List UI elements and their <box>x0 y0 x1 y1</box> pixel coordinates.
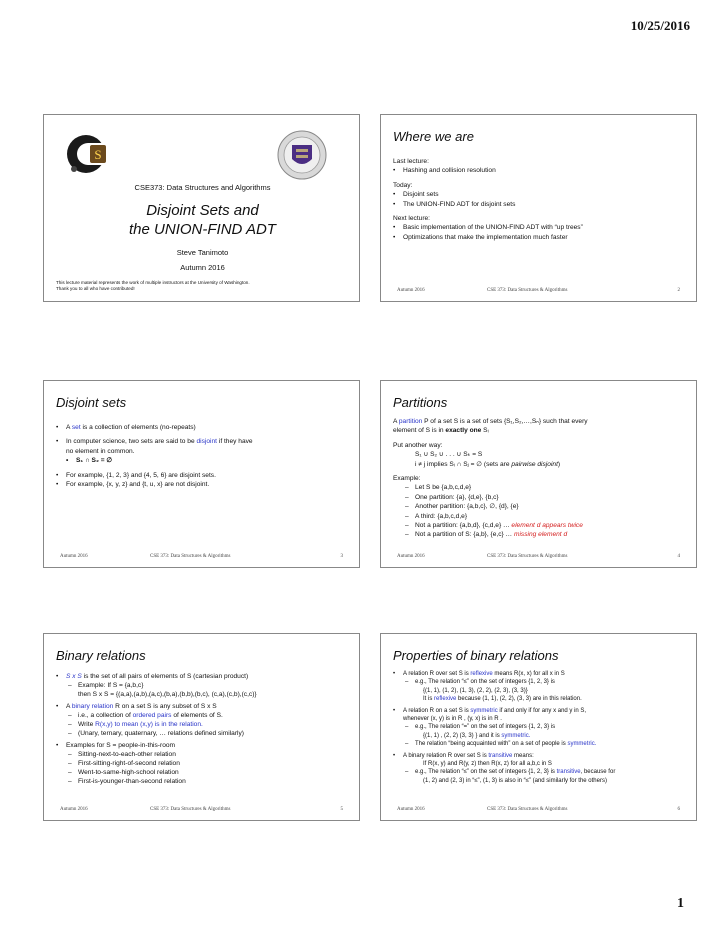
list-item-continued: {(1, 1) , (2, 2) (3, 3) } and it is symmetric. <box>423 732 531 739</box>
list-item: • A binary relation R over set S is transitive means: <box>393 752 686 760</box>
list-item: • A set is a collection of elements (no-repeats) <box>56 423 349 432</box>
slide-binary-relations <box>43 633 360 821</box>
slide-number: 3 <box>340 554 343 559</box>
union-formula: S₁ ∪ S₂ ∪ . . . ∪ Sₖ = S <box>415 451 483 459</box>
list-item: – Write R(x,y) to mean (x,y) is in the relation. <box>56 720 349 729</box>
list-item: – i.e., a collection of ordered pairs of elements of S. <box>56 711 349 720</box>
slide-footer <box>397 554 680 559</box>
slide-partitions <box>380 380 697 568</box>
footer-course: CSE 373: Data Structures & Algorithms <box>150 554 231 559</box>
lecture-title-line1: Disjoint Sets and <box>146 202 259 219</box>
footer-term: Autumn 2016 <box>60 807 88 812</box>
slide-body <box>393 417 686 540</box>
slide-where-we-are <box>380 114 697 302</box>
credit-line2: Thank you to all who have contributed! <box>56 286 135 291</box>
slide-body <box>393 157 686 242</box>
slide-body <box>393 670 686 785</box>
restatement-label: Put another way: <box>393 441 443 449</box>
slide-title: Disjoint sets <box>56 395 127 410</box>
list-item: – Not a partition of S: {a,b}, {e,c} … missing element d <box>393 530 686 539</box>
footer-course: CSE 373: Data Structures & Algorithms <box>487 288 568 293</box>
list-item: – e.g., The relation “=” on the set of integers {1, 2, 3} is <box>393 723 686 731</box>
list-item: – Went-to-same-high-school relation <box>56 768 349 777</box>
page-number: 1 <box>677 896 684 911</box>
next-lecture-label: Next lecture: <box>393 215 431 223</box>
slide-properties-binary-relations <box>380 633 697 821</box>
list-item: – Sitting-next-to-each-other relation <box>56 750 349 759</box>
list-item: • A relation R over set S is reflexive means R(x, x) for all x in S <box>393 670 686 678</box>
footer-term: Autumn 2016 <box>397 288 425 293</box>
list-item: • Basic implementation of the UNION-FIND ADT with “up trees” <box>393 223 686 232</box>
lecture-title <box>44 201 360 239</box>
list-item: • In computer science, two sets are said to be disjoint if they have <box>56 437 349 446</box>
list-item-continued: no element in common. <box>66 447 135 455</box>
list-item: – (Unary, ternary, quaternary, … relations defined similarly) <box>56 729 349 738</box>
lecture-title-line2: the UNION-FIND ADT <box>129 221 276 238</box>
list-item: – First-sitting-right-of-second relation <box>56 759 349 768</box>
footer-course: CSE 373: Data Structures & Algorithms <box>150 807 231 812</box>
list-item: – e.g., The relation “≤” on the set of integers {1, 2, 3} is <box>393 678 686 686</box>
partition-definition: A partition P of a set S is a set of sets {S₁,S₂,…,Sₙ} such that every <box>393 418 588 425</box>
footer-term: Autumn 2016 <box>397 554 425 559</box>
slide-footer <box>397 288 680 293</box>
last-lecture-label: Last lecture: <box>393 158 429 165</box>
slide-title: Partitions <box>393 395 448 410</box>
slide-title <box>43 114 360 302</box>
list-item: • For example, {1, 2, 3} and {4, 5, 6} are disjoint sets. <box>56 471 349 480</box>
list-item: – First-is-younger-than-second relation <box>56 777 349 786</box>
footer-course: CSE 373: Data Structures & Algorithms <box>487 554 568 559</box>
list-item: • The UNION-FIND ADT for disjoint sets <box>393 200 686 209</box>
slide-number: 4 <box>677 554 680 559</box>
slide-footer <box>60 554 343 559</box>
list-item: • A relation R on a set S is symmetric if and only if for any x and y in S, <box>393 707 686 715</box>
list-item: • Hashing and collision resolution <box>393 166 686 175</box>
list-item-continued: whenever (x, y) is in R , (y, x) is in R . <box>403 716 502 723</box>
list-item: – A third: {a,b,c,d,e} <box>393 512 686 521</box>
slide-footer <box>60 807 343 812</box>
author-block <box>44 245 360 275</box>
course-name: CSE373: Data Structures and Algorithms <box>134 183 271 192</box>
slide-number: 6 <box>677 807 680 812</box>
list-item: • Examples for S = people-in-this-room <box>56 741 349 750</box>
list-item-continued: {(1, 1), (1, 2), (1, 3), (2, 2), (2, 3), (3, 3)} <box>423 687 528 694</box>
footer-term: Autumn 2016 <box>60 554 88 559</box>
slide-body <box>56 672 349 786</box>
list-item-continued: then S x S = {(a,a),(a,b),(a,c),(b,a),(b,b),(b,c), (c,a),(c,b),(c,c)} <box>78 691 257 698</box>
list-item: – Another partition: {a,b,c}, ∅, {d}, {e} <box>393 502 686 511</box>
slide-title: Binary relations <box>56 648 146 663</box>
example-label: Example: <box>393 475 421 483</box>
slide-footer <box>397 807 680 812</box>
slide-disjoint-sets <box>43 380 360 568</box>
credit-note <box>56 280 347 292</box>
slide-title: Properties of binary relations <box>393 648 559 663</box>
list-item: • A binary relation R on a set S is any subset of S x S <box>56 702 349 711</box>
slide-number: 2 <box>677 288 680 293</box>
list-item: • Disjoint sets <box>393 190 686 199</box>
slide-body <box>56 423 349 489</box>
cse-logo-icon <box>66 131 112 177</box>
slide-number: 5 <box>340 807 343 812</box>
credit-line1: This lecture material represents the work of multiple instructors at the University of Washington. <box>56 280 250 285</box>
partition-definition-line2: element of S is in exactly one Sᵢ <box>393 427 489 435</box>
list-item: • For example, {x, y, z} and {t, u, x} are not disjoint. <box>56 480 349 489</box>
pairwise-formula: i ≠ j implies Sᵢ ∩ Sⱼ = ∅ (sets are pairwise disjoint) <box>415 460 561 468</box>
uw-seal-icon <box>274 129 330 181</box>
footer-course: CSE 373: Data Structures & Algorithms <box>487 807 568 812</box>
author-name: Steve Tanimoto <box>176 248 229 257</box>
list-item-continued: (1, 2) and (2, 3) in “≤”, (1, 3) is also in “≤” (and similarly for the others) <box>423 777 607 784</box>
svg-text:S: S <box>94 147 102 162</box>
list-item: – e.g., The relation “≤” on the set of integers {1, 2, 3} is transitive, because for <box>393 768 686 776</box>
list-item: • Optimizations that make the implementation much faster <box>393 233 686 242</box>
today-label: Today: <box>393 181 413 189</box>
slide-title: Where we are <box>393 129 474 144</box>
disjoint-formula: • S₁ ∩ S₂ = ∅ <box>66 456 349 465</box>
page-date: 10/25/2016 <box>630 18 690 33</box>
list-item: – Example: If S = {a,b,c} <box>56 681 349 690</box>
list-item: – Let S be {a,b,c,d,e} <box>393 483 686 492</box>
list-item: – Not a partition: {a,b,d}, {c,d,e} … element d appears twice <box>393 521 686 530</box>
list-item: – The relation “being acquainted with” on a set of people is symmetric. <box>393 740 686 748</box>
term: Autumn 2016 <box>180 263 225 272</box>
footer-term: Autumn 2016 <box>397 807 425 812</box>
list-item-continued: If R(x, y) and R(y, z) then R(x, z) for all a,b,c in S <box>423 761 552 768</box>
list-item: • S x S is the set of all pairs of elements of S (cartesian product) <box>56 672 349 681</box>
list-item: – One partition: {a}, {d,e}, {b,c} <box>393 493 686 502</box>
list-item-continued: It is reflexive because (1, 1), (2, 2), (3, 3) are in this relation. <box>423 696 582 703</box>
